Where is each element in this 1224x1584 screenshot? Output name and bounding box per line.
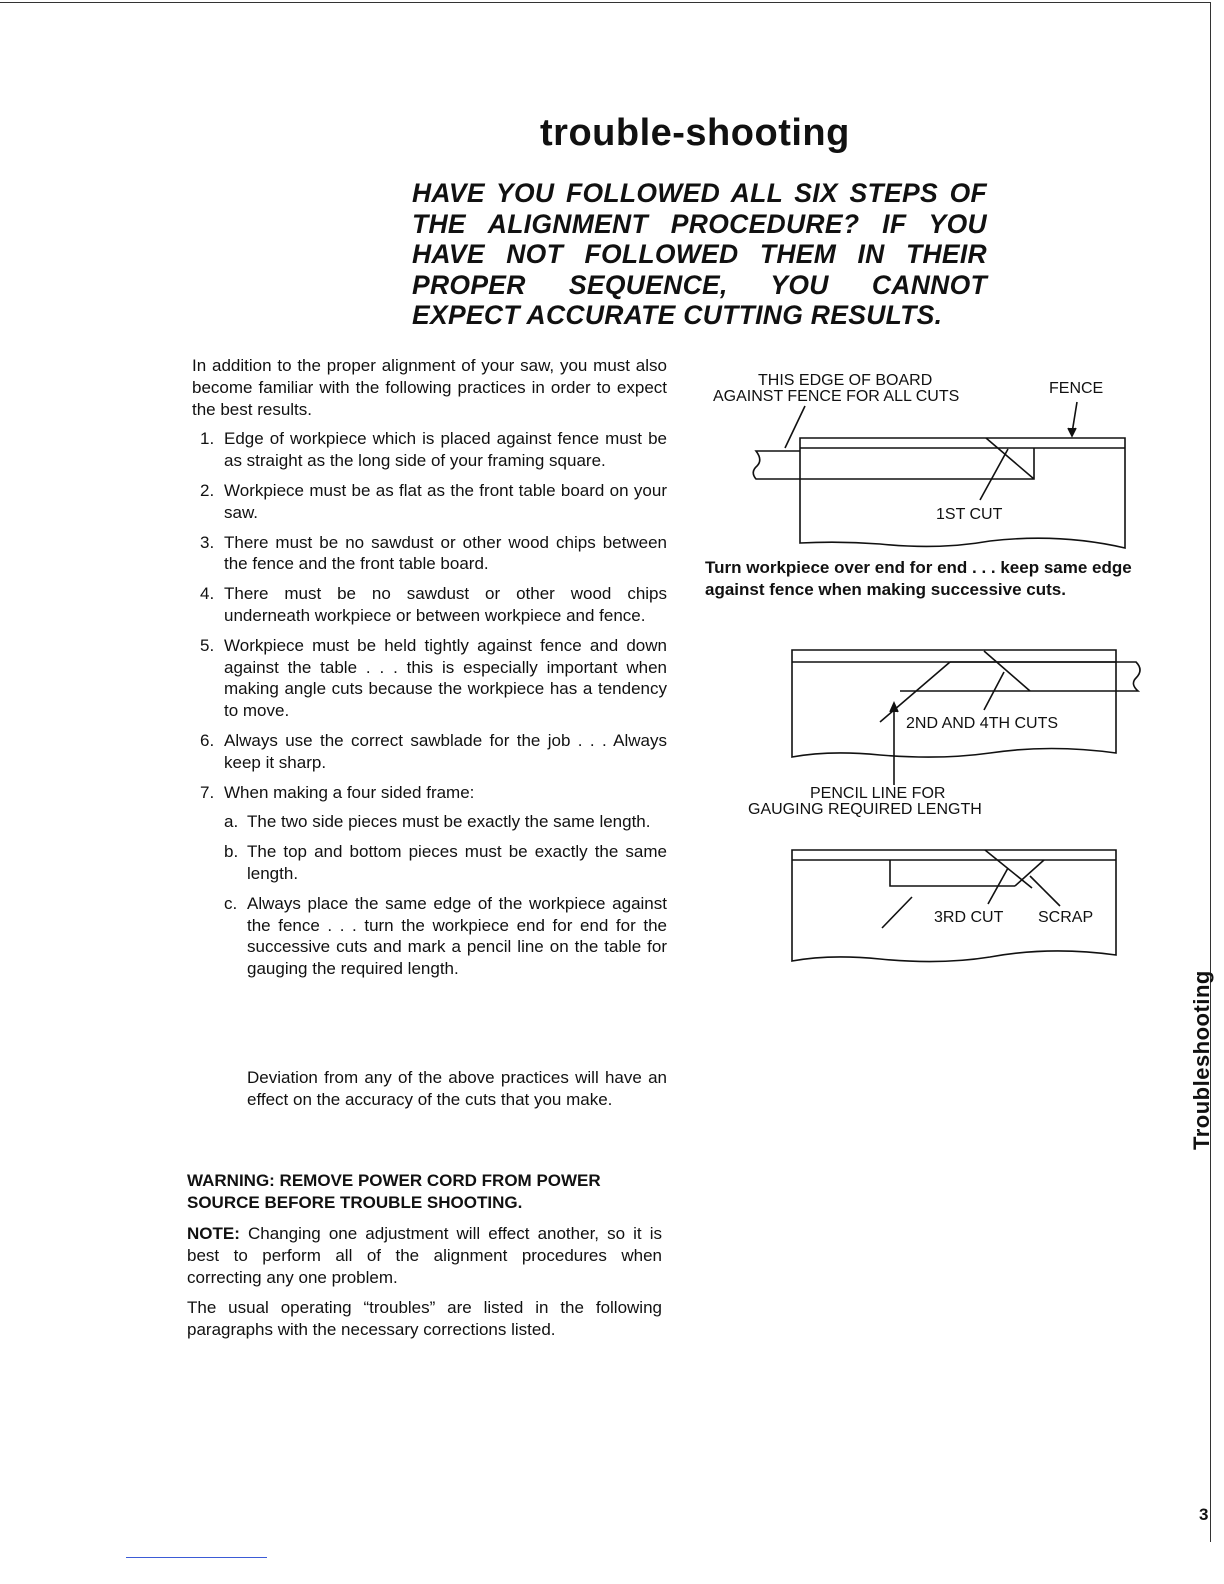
table-outline <box>792 850 1116 962</box>
saw-kerf <box>984 651 1030 691</box>
deviation-paragraph: Deviation from any of the above practices will have an effect on the accuracy of the cuts that you make. <box>247 1068 667 1109</box>
usual-troubles-paragraph: The usual operating “troubles” are listed in the following paragraphs with the necessary corrections listed. <box>187 1298 662 1339</box>
warning-text: WARNING: REMOVE POWER CORD FROM POWER SOURCE BEFORE TROUBLE SHOOTING. <box>187 1171 601 1212</box>
angle-cut <box>880 662 950 722</box>
third-cut-diagram <box>792 850 1116 962</box>
note-text: Changing one adjustment will effect another, so it is best to perform all of the alignment procedures when correcting any one problem. <box>187 1224 662 1287</box>
scrap-pointer <box>1030 876 1060 906</box>
saw-kerf <box>986 438 1034 479</box>
item-number: 5. <box>200 635 215 655</box>
cut-pointer <box>980 449 1008 500</box>
item-text: There must be no sawdust or other wood chips underneath workpiece or between workpiece and fence. <box>224 584 667 625</box>
item-text: There must be no sawdust or other wood chips between the fence and the front table board. <box>224 532 667 574</box>
item-text: When making a four sided frame: <box>224 782 475 802</box>
scrap-label: SCRAP <box>1038 909 1094 926</box>
note-label: NOTE: <box>187 1224 240 1243</box>
item-number: 4. <box>200 584 215 604</box>
workpiece <box>890 860 1015 886</box>
item-number: 7. <box>200 782 215 802</box>
pencil-line-label: PENCIL LINE FOR <box>810 785 946 802</box>
table-outline <box>792 650 1116 757</box>
scrap-edge <box>1015 860 1044 886</box>
first-cut-label: 1ST CUT <box>936 506 1003 523</box>
heading-line: EXPECT ACCURATE CUTTING RESULTS. <box>412 300 943 330</box>
item-number: 1. <box>200 429 215 449</box>
third-cut-label: 3RD CUT <box>934 909 1004 926</box>
heading-line: HAVE NOT FOLLOWED THEM IN THEIR <box>412 239 987 269</box>
item-text: The two side pieces must be exactly the same length. <box>247 812 651 832</box>
item-text: The top and bottom pieces must be exactly the same length. <box>247 842 667 883</box>
item-text: Edge of workpiece which is placed against fence must be as straight as the long side of your framing square. <box>224 429 667 471</box>
angle-cut <box>882 897 912 928</box>
item-number: 3. <box>200 532 215 552</box>
arrow-head <box>890 703 898 712</box>
heading-line: PROPER SEQUENCE, YOU CANNOT <box>412 269 987 300</box>
item-number: b. <box>224 842 239 862</box>
edge-label: AGAINST FENCE FOR ALL CUTS <box>713 388 960 405</box>
workpiece <box>753 448 1034 479</box>
heading-line: HAVE YOU FOLLOWED ALL SIX STEPS OF <box>412 178 987 208</box>
edge-pointer <box>785 406 805 448</box>
pencil-line-label: GAUGING REQUIRED LENGTH <box>748 801 982 818</box>
item-text: Always place the same edge of the workpiece against the fence . . . turn the workpiece end for end for the successive cuts and mark a pencil line on the table for gauging the required length. <box>247 893 667 979</box>
workpiece <box>900 662 1140 691</box>
bottom-rule <box>126 1557 267 1558</box>
page-number: 3 <box>1199 1505 1209 1524</box>
page-title: trouble-shooting <box>540 112 850 154</box>
item-text: Always use the correct sawblade for the job . . . Always keep it sharp. <box>224 730 667 772</box>
second-cut-label: 2ND AND 4TH CUTS <box>906 715 1059 732</box>
intro-paragraph: In addition to the proper alignment of your saw, you must also become familiar with the following practices in order to expect the best results. <box>192 356 667 419</box>
item-number: c. <box>224 893 238 913</box>
item-text: Workpiece must be as flat as the front table board on your saw. <box>224 480 667 522</box>
section-tab: Troubleshooting <box>1189 970 1214 1150</box>
heading-line: THE ALIGNMENT PROCEDURE? IF YOU <box>412 208 987 239</box>
edge-label: THIS EDGE OF BOARD <box>758 372 933 389</box>
diagram-caption: Turn workpiece over end for end . . . keep same edge against fence when making successive cuts. <box>705 558 1132 599</box>
table-outline <box>800 438 1125 548</box>
fence-label: FENCE <box>1049 380 1104 397</box>
item-number: a. <box>224 812 239 832</box>
item-number: 2. <box>200 480 215 500</box>
saw-kerf <box>985 850 1032 888</box>
item-number: 6. <box>200 730 215 750</box>
item-text: Workpiece must be held tightly against fence and down against the table . . . this is especially important when making angle cuts because the workpiece has a tendency to move. <box>224 635 667 721</box>
arrow-head <box>1068 428 1076 436</box>
first-cut-diagram <box>753 402 1125 548</box>
